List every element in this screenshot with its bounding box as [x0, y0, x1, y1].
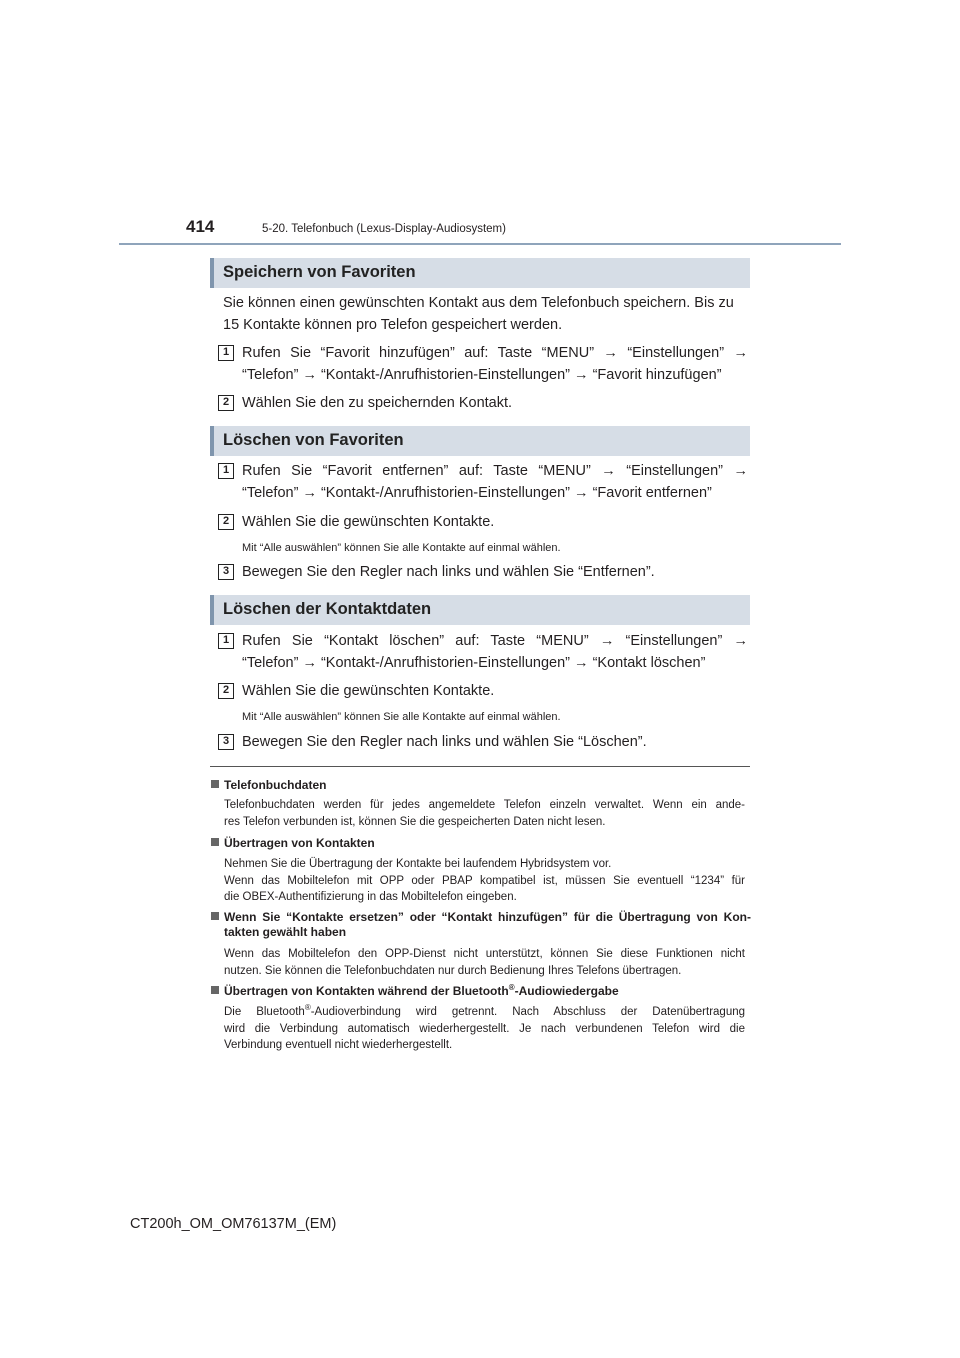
step-text	[242, 731, 748, 753]
step-number-badge: 1	[218, 633, 234, 649]
step-line: Rufen Sie “Favorit entfernen” auf: Taste “MENU” → “Einstellungen” →	[242, 463, 748, 479]
step-number-badge: 3	[218, 564, 234, 580]
note-body	[224, 1004, 745, 1054]
registered-mark: ®	[508, 983, 515, 992]
square-bullet-icon	[211, 986, 219, 994]
note-line: Telefonbuchdaten werden für jedes angemeldete Telefon einzeln verwaltet. Wenn ein ande-	[224, 799, 745, 811]
note-text: Die Bluetooth	[224, 1006, 305, 1018]
section-intro	[223, 292, 748, 336]
note-heading	[211, 984, 751, 999]
step-text	[242, 460, 748, 504]
note-body	[224, 946, 745, 979]
step-line: Rufen Sie “Favorit hinzufügen” auf: Taste “MENU” → “Einstellungen” →	[242, 345, 748, 361]
step-line: Wählen Sie die gewünschten Kontakte.	[242, 514, 495, 530]
note-line: nutzen. Sie können die Telefonbuchdaten nur durch Bedienung Ihres Telefons übertragen.	[224, 964, 682, 977]
step-number-badge: 1	[218, 463, 234, 479]
step-text	[242, 342, 748, 386]
section-heading-speichern	[210, 258, 750, 288]
note-line: die OBEX-Authentifizierung in das Mobiltelefon eingeben.	[224, 891, 517, 903]
step-line: “Telefon” → “Kontakt-/Anrufhistorien-Einstellungen” → “Kontakt löschen”	[242, 655, 706, 671]
step-subnote: Mit “Alle auswählen” können Sie alle Kontakte auf einmal wählen.	[242, 542, 561, 554]
section-heading-loeschen-kontaktdaten	[210, 595, 750, 625]
square-bullet-icon	[211, 780, 219, 788]
step-number-badge: 1	[218, 345, 234, 361]
note-line: Wenn das Mobiltelefon den OPP-Dienst nicht unterstützt, können Sie diese Funktionen nicht	[224, 948, 745, 960]
step-text	[242, 511, 748, 533]
note-body	[224, 856, 745, 906]
note-heading-text: -Audiowiedergabe	[514, 984, 619, 998]
note-heading-text: Übertragen von Kontakten	[224, 836, 375, 850]
square-bullet-icon	[211, 912, 219, 920]
step-text	[242, 392, 748, 414]
step-line: Rufen Sie “Kontakt löschen” auf: Taste “MENU” → “Einstellungen” →	[242, 633, 748, 649]
registered-mark: ®	[304, 1003, 311, 1013]
section-title: Löschen von Favoriten	[223, 431, 404, 449]
header-rule	[119, 243, 841, 245]
intro-line: 15 Kontakte können pro Telefon gespeichert werden.	[223, 317, 563, 333]
step-line: Wählen Sie die gewünschten Kontakte.	[242, 683, 495, 699]
step-number-badge: 3	[218, 734, 234, 750]
step-line: Bewegen Sie den Regler nach links und wählen Sie “Löschen”.	[242, 734, 647, 750]
step-subnote: Mit “Alle auswählen” können Sie alle Kontakte auf einmal wählen.	[242, 711, 561, 723]
note-heading-text: Übertragen von Kontakten während der Bluetooth	[224, 984, 509, 998]
note-line: Wenn das Mobiltelefon mit OPP oder PBAP kompatibel ist, müssen Sie eventuell “1234” für	[224, 874, 745, 887]
page-number: 414	[186, 217, 215, 236]
note-heading	[211, 910, 751, 940]
step-line: Wählen Sie den zu speichernden Kontakt.	[242, 395, 513, 411]
step-text	[242, 630, 748, 674]
note-line: wird die Verbindung automatisch wiederhergestellt. Je nach verbundenen Telefon wird die	[224, 1022, 745, 1035]
step-line: Bewegen Sie den Regler nach links und wählen Sie “Entfernen”.	[242, 564, 655, 580]
step-text	[242, 561, 748, 583]
note-line: Nehmen Sie die Übertragung der Kontakte bei laufendem Hybridsystem vor.	[224, 858, 612, 870]
note-heading-text: Telefonbuchdaten	[224, 778, 327, 792]
note-line: Verbindung eventuell nicht wiederhergestellt.	[224, 1039, 453, 1051]
note-heading-text: Wenn Sie “Kontakte ersetzen” oder “Kontakt hinzufügen” für die Übertragung von Kon-	[224, 910, 751, 924]
note-heading-text: takten gewählt haben	[224, 925, 347, 939]
square-bullet-icon	[211, 838, 219, 846]
step-text	[242, 680, 748, 702]
step-number-badge: 2	[218, 395, 234, 411]
note-line	[224, 1004, 745, 1021]
document-code: CT200h_OM_OM76137M_(EM)	[130, 1216, 337, 1232]
step-number-badge: 2	[218, 683, 234, 699]
section-heading-loeschen-favoriten	[210, 426, 750, 456]
section-title: Löschen der Kontaktdaten	[223, 600, 432, 618]
step-line: “Telefon” → “Kontakt-/Anrufhistorien-Einstellungen” → “Favorit entfernen”	[242, 485, 712, 501]
running-head: 5-20. Telefonbuch (Lexus-Display-Audiosystem)	[262, 223, 506, 235]
note-body	[224, 797, 745, 830]
step-number-badge: 2	[218, 514, 234, 530]
notes-divider	[210, 766, 750, 767]
intro-line: Sie können einen gewünschten Kontakt aus dem Telefonbuch speichern. Bis zu	[223, 295, 734, 311]
step-line: “Telefon” → “Kontakt-/Anrufhistorien-Einstellungen” → “Favorit hinzufügen”	[242, 367, 722, 383]
note-line: res Telefon verbunden ist, können Sie die gespeicherten Daten nicht lesen.	[224, 815, 606, 828]
note-heading	[211, 778, 751, 793]
note-text: -Audioverbindung wird getrennt. Nach Abschluss der Datenübertragung	[310, 1006, 746, 1018]
section-title: Speichern von Favoriten	[223, 263, 416, 281]
note-heading	[211, 836, 751, 851]
